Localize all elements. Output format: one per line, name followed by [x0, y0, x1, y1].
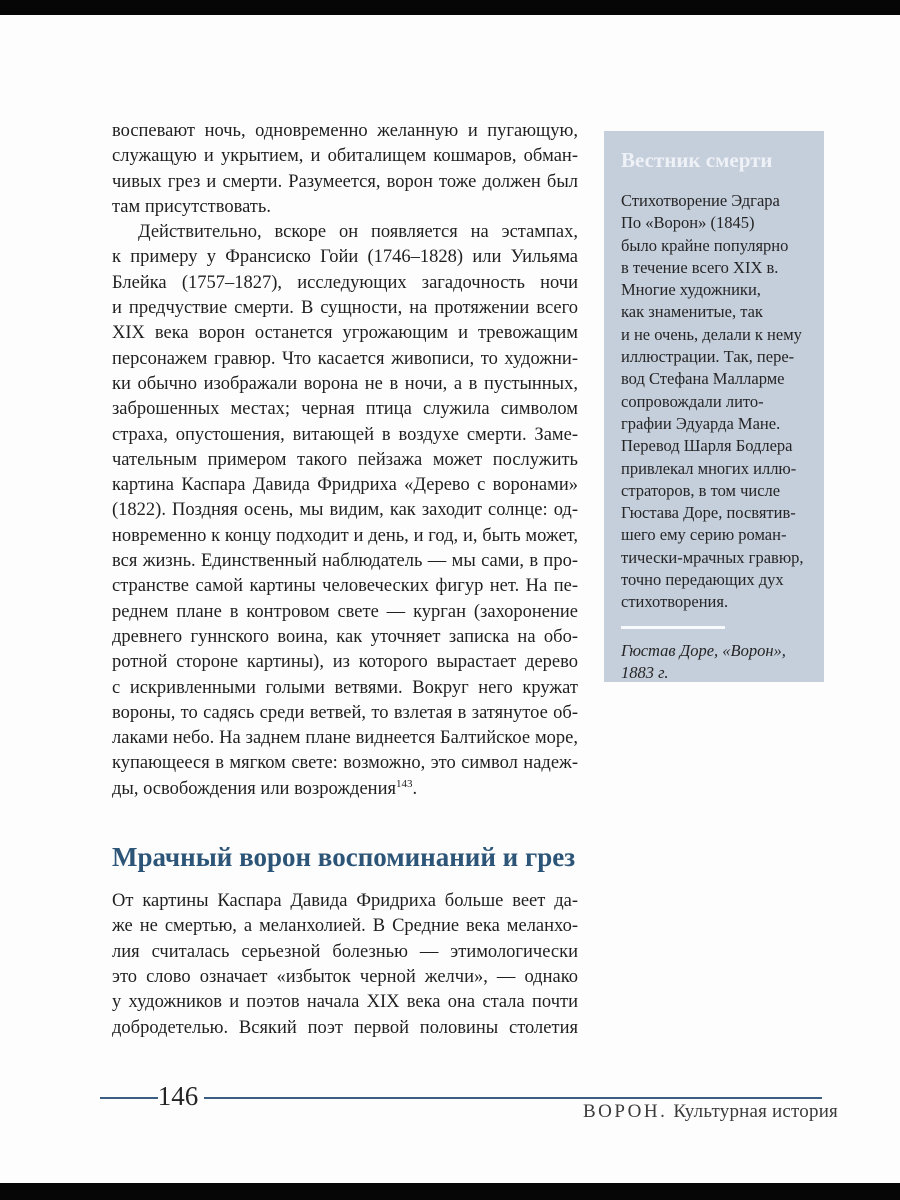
text-line: графии Эдуарда Мане. [621, 413, 781, 433]
text-line: 1883 г. [621, 663, 669, 683]
text-line: вороны, то садясь среди ветвей, то взлетая в затянутое об- [112, 702, 578, 723]
text-line: иллюстрации. Так, пере- [621, 347, 795, 367]
paragraph [112, 889, 578, 1041]
text-run: ды, освобождения или возрождения [112, 778, 396, 799]
paragraph [112, 119, 578, 220]
text-line: сопровождали лито- [621, 391, 764, 411]
text-line: Блейка (1757–1827), исследующих загадочность ночи [112, 272, 578, 293]
sidebar-title: Вестник смерти [621, 148, 773, 172]
text-line: ки обычно изображали ворона не в ночи, а в пустынных, [112, 373, 578, 394]
text-line: там присутствовать. [112, 196, 271, 217]
text-line: Стихотворение Эдгара [621, 191, 780, 210]
text-line: XIX века ворон останется угрожающим и тревожащим [112, 323, 578, 344]
text-line: Многие художники, [621, 280, 761, 300]
text-line: воспевают ночь, одновременно желанную и пугающую, [112, 121, 578, 141]
text-line: как знаменитые, так [621, 302, 763, 322]
sidebar-box [604, 131, 824, 682]
text-line: и не очень, делали к нему [621, 324, 802, 344]
text-line: чательным примером такого пейзажа может послужить [112, 449, 578, 470]
text-line: точно передающих дух [621, 570, 784, 590]
text-line: страторов, в том числе [621, 480, 781, 500]
text-line: же не смертью, а меланхолией. В Средние века меланхо- [112, 916, 578, 937]
footnote-reference: 143 [396, 777, 413, 790]
text-line: странстве самой картины человеческих фигур нет. На пе- [112, 576, 578, 597]
text-line: реднем плане в контровом свете — курган (захоронение [112, 601, 578, 622]
text-line: новременно к концу подходит и день, и год, и, быть может, [112, 525, 578, 546]
text-line: лия считалась серьезной болезнью — этимологически [112, 941, 578, 962]
text-line: тически-мрачных гравюр, [621, 547, 804, 567]
text-line: ротной стороне картины), из которого вырастает дерево [112, 652, 578, 673]
text-line: древнего гуннского воина, как уточняет записка на обо- [112, 626, 578, 647]
footer-rule-right [204, 1097, 822, 1099]
text-line: картина Каспара Давида Фридриха «Дерево с воронами» [112, 475, 578, 496]
running-title-subtitle: Культурная история [673, 1101, 838, 1122]
text-line: заброшенных местах; черная птица служила символом [112, 399, 578, 420]
text-line: чивых грез и смерти. Разумеется, ворон тоже должен был [112, 171, 578, 192]
text-line: к примеру у Франсиско Гойи (1746–1828) или Уильяма [112, 247, 578, 268]
text-line: От картины Каспара Давида Фридриха больше веет да- [112, 891, 578, 912]
text-line: Гюстав Доре, «Ворон», [621, 640, 786, 660]
text-line: добродетелью. Всякий поэт первой половины столетия [112, 1017, 578, 1038]
text-run: . [412, 778, 418, 799]
body-text-column [112, 119, 578, 1041]
paragraph [112, 220, 578, 802]
text-line: Гюстава Доре, посвятив- [621, 503, 796, 523]
text-line: страха, опустошения, витающей в воздухе смерти. Заме- [112, 424, 578, 445]
text-line: в течение всего XIX в. [621, 257, 779, 277]
text-line: Действительно, вскоре он появляется на эстампах, [138, 222, 578, 243]
text-line: лаками небо. На заднем плане виднеется Балтийское море, [112, 728, 578, 749]
running-title [583, 1101, 838, 1123]
text-line: вся жизнь. Единственный наблюдатель — мы сами, в про- [112, 551, 578, 572]
sidebar-divider [621, 626, 725, 629]
running-title-book: ВОРОН. [582, 1101, 668, 1122]
text-line: шего ему серию роман- [621, 525, 787, 545]
section-heading: Мрачный ворон воспоминаний и грез [112, 842, 576, 873]
text-line: Перевод Шарля Бодлера [621, 436, 793, 456]
text-line [112, 777, 578, 802]
text-line: стихотворения. [621, 592, 729, 612]
text-line: вод Стефана Малларме [621, 369, 785, 389]
page-number: 146 [157, 1081, 199, 1111]
bottom-border [0, 1183, 900, 1200]
text-line: и предчуствие смерти. В сущности, на протяжении всего [112, 298, 578, 319]
sidebar-body [621, 190, 810, 614]
text-line: было крайне популярно [621, 235, 789, 255]
text-line: у художников и поэтов начала XIX века она стала почти [112, 992, 578, 1013]
sidebar-caption [621, 640, 810, 685]
text-line: служащую и укрытием, и обиталищем кошмаров, обман- [112, 146, 578, 167]
text-line: с искривленными голыми ветвями. Вокруг него кружат [112, 677, 578, 698]
top-border [0, 0, 900, 15]
text-line: купающееся в мягком свете: возможно, это символ надеж- [112, 753, 578, 774]
text-line: привлекал многих иллю- [621, 458, 797, 478]
text-line: (1822). Поздняя осень, мы видим, как заходит солнце: од- [112, 500, 578, 521]
text-line: По «Ворон» (1845) [621, 213, 755, 233]
text-line: персонажем гравюр. Что касается живописи, то художни- [112, 348, 578, 369]
text-line: это слово означает «избыток черной желчи», — однако [112, 966, 578, 987]
paragraph-lines [112, 245, 578, 776]
